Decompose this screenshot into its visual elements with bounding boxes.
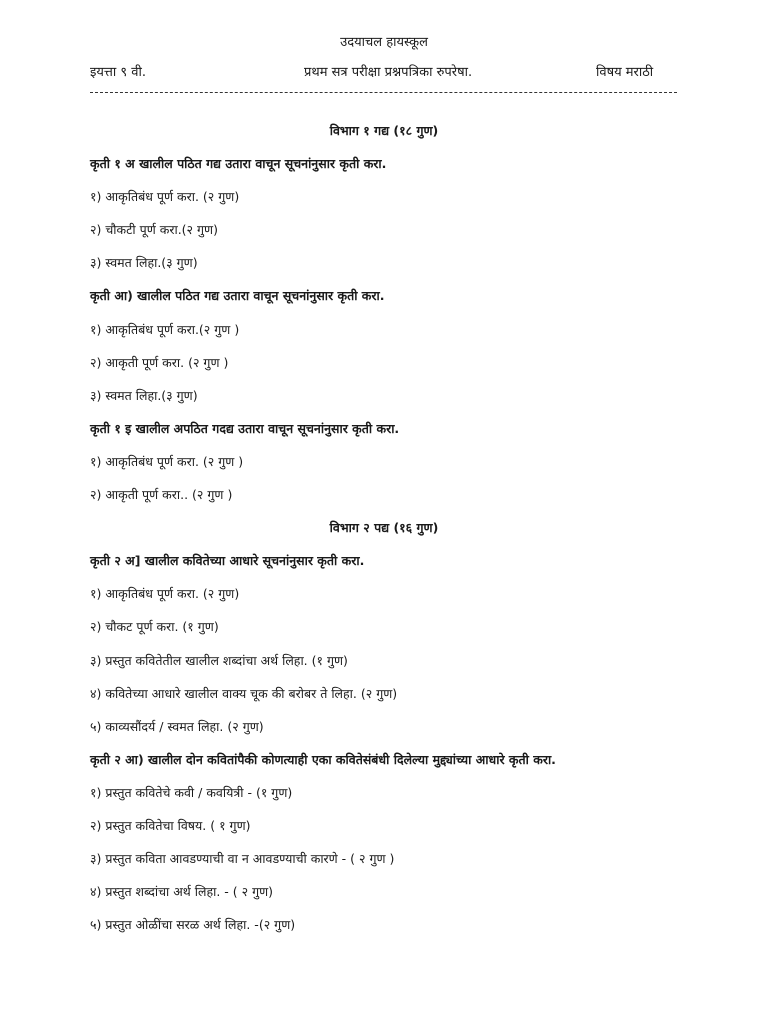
class-label: इयत्ता ९ वी. bbox=[90, 65, 147, 80]
question-item: १) आकृतिबंध पूर्ण करा.(२ गुण ) bbox=[90, 321, 240, 337]
subject-label: विषय मराठी bbox=[596, 65, 654, 80]
question-heading: कृती २ अ] खालील कवितेच्या आधारे सूचनांनुसार कृती करा. bbox=[90, 553, 365, 569]
question-heading: कृती २ आ) खालील दोन कवितांपैकी कोणत्याही एका कवितेसंबंधी दिलेल्या मुद्द्यांच्या आधारे कृती करा. bbox=[90, 751, 556, 767]
question-item: १) प्रस्तुत कवितेचे कवी / कवयित्री - (१ गुण) bbox=[90, 784, 293, 800]
question-heading: कृती आ) खालील पठित गद्य उतारा वाचून सूचनांनुसार कृती करा. bbox=[90, 288, 385, 304]
question-item: १) आकृतिबंध पूर्ण करा. (२ गुण ) bbox=[90, 453, 244, 469]
question-heading: कृती १ इ खालील अपठित गदद्य उतारा वाचून सूचनांनुसार कृती करा. bbox=[90, 420, 400, 436]
question-item: ४) कवितेच्या आधारे खालील वाक्य चूक की बरोबर ते लिहा. (२ गुण) bbox=[90, 685, 398, 701]
section-heading: विभाग २ पद्य (१६ गुण) bbox=[329, 520, 439, 536]
question-item: ५) काव्यसौंदर्य / स्वमत लिहा. (२ गुण) bbox=[90, 718, 264, 734]
header-row bbox=[90, 62, 670, 80]
question-item: ३) स्वमत लिहा.(३ गुण) bbox=[90, 255, 198, 271]
question-item: २) प्रस्तुत कवितेचा विषय. ( १ गुण) bbox=[90, 817, 251, 833]
question-item: ५) प्रस्तुत ओळींचा सरळ अर्थ लिहा. -(२ गुण) bbox=[90, 917, 296, 933]
question-item: २) आकृती पूर्ण करा.. (२ गुण ) bbox=[90, 487, 233, 503]
question-heading: कृती १ अ खालील पठित गद्य उतारा वाचून सूचनांनुसार कृती करा. bbox=[90, 156, 387, 172]
paper-outline bbox=[0, 121, 768, 948]
question-item: २) चौकट पूर्ण करा. (१ गुण) bbox=[90, 619, 219, 635]
school-name: उदयाचल हायस्कूल bbox=[340, 35, 428, 50]
question-item: ३) प्रस्तुत कविता आवडण्याची वा न आवडण्याची कारणे - ( २ गुण ) bbox=[90, 851, 395, 867]
question-item: २) चौकटी पूर्ण करा.(२ गुण) bbox=[90, 222, 218, 238]
question-item: १) आकृतिबंध पूर्ण करा. (२ गुण) bbox=[90, 586, 240, 602]
question-item: २) आकृती पूर्ण करा. (२ गुण ) bbox=[90, 354, 229, 370]
section-heading: विभाग १ गद्य (१८ गुण) bbox=[329, 123, 439, 138]
header-divider bbox=[90, 92, 677, 93]
paper-title: प्रथम सत्र परीक्षा प्रश्नपत्रिका रुपरेषा. bbox=[304, 65, 473, 80]
question-item: ४) प्रस्तुत शब्दांचा अर्थ लिहा. - ( २ गुण) bbox=[90, 884, 274, 900]
question-item: १) आकृतिबंध पूर्ण करा. (२ गुण) bbox=[90, 189, 240, 205]
question-item: ३) स्वमत लिहा.(३ गुण) bbox=[90, 387, 198, 403]
question-item: ३) प्रस्तुत कवितेतील खालील शब्दांचा अर्थ लिहा. (१ गुण) bbox=[90, 652, 348, 668]
